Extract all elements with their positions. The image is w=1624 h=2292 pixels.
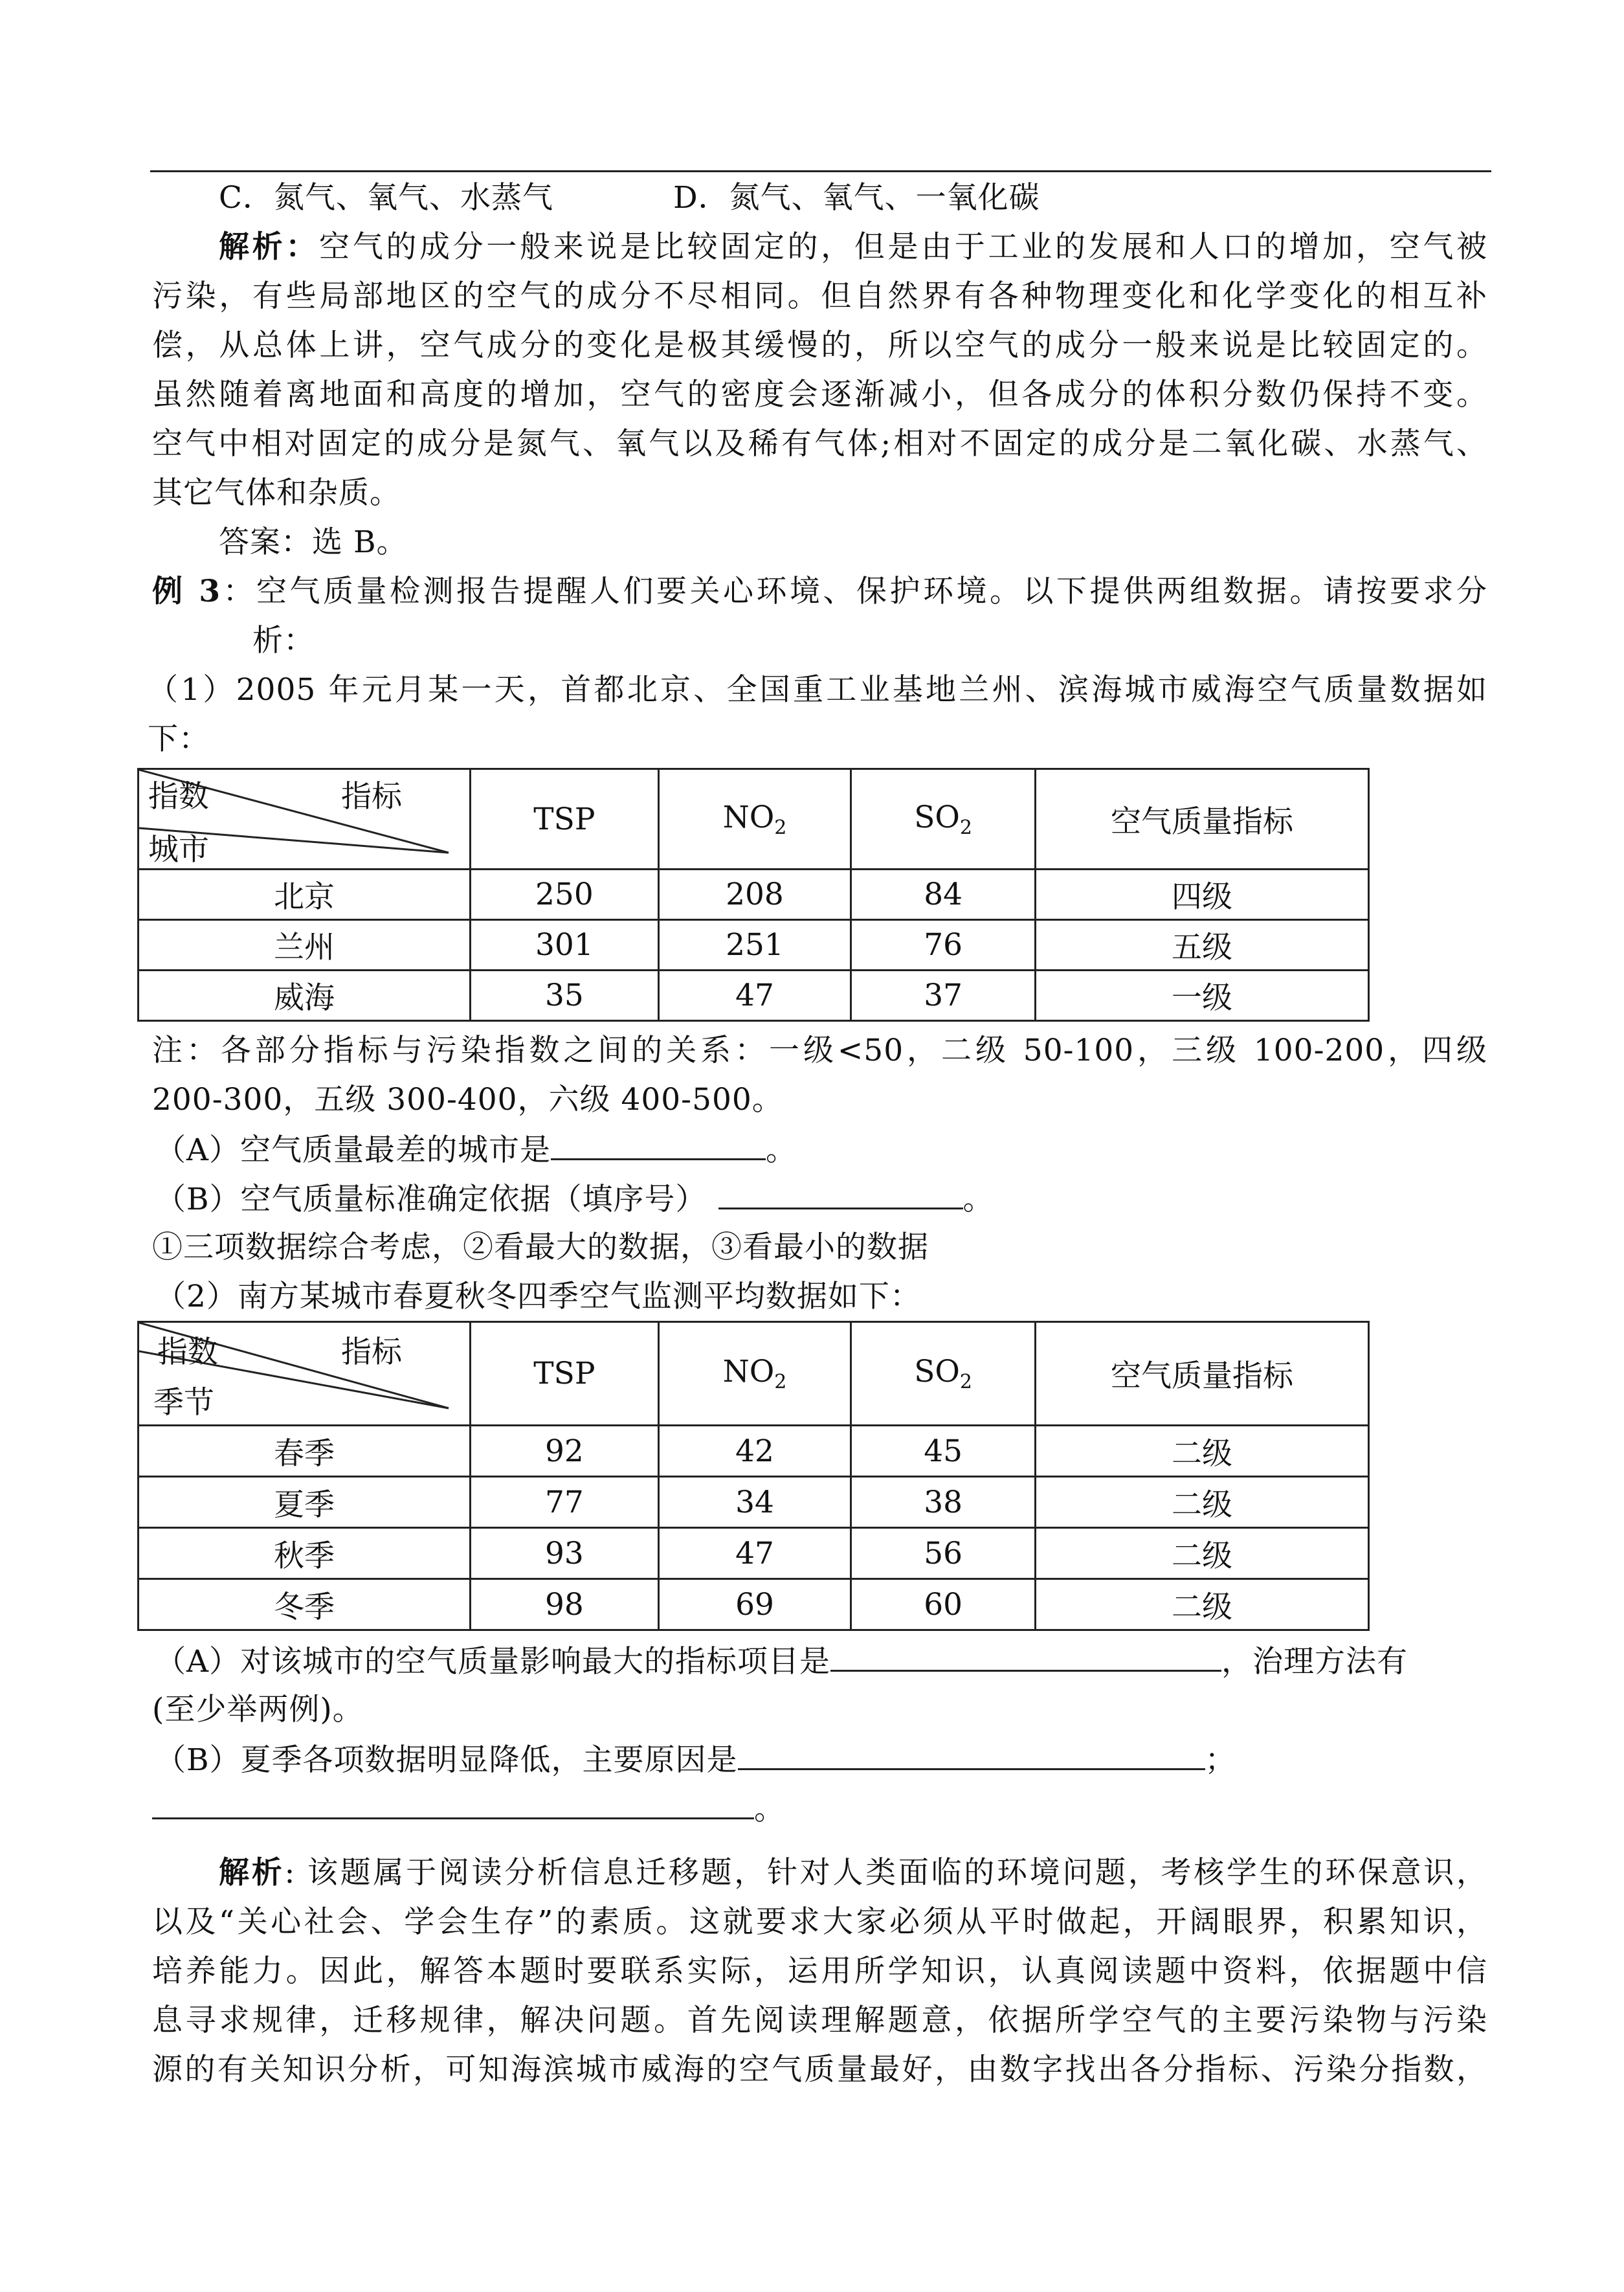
analysis1-line3: 偿，从总体上讲，空气成分的变化是极其缓慢的，所以空气的成分一般来说是比较固定的。 [152, 328, 1487, 363]
table2-cell: 42 [658, 1426, 851, 1477]
table2-cell: 56 [851, 1528, 1036, 1579]
table2-cell: 92 [471, 1426, 659, 1477]
table2-header-no2: $NO_2$ [658, 1322, 851, 1426]
table-row [139, 1477, 1369, 1528]
table2-cell: 47 [658, 1528, 851, 1579]
table2 [137, 1321, 1370, 1631]
analysis1-line5: 空气中相对固定的成分是氮气、氧气以及稀有气体;相对不固定的成分是二氧化碳、水蒸气、 [152, 426, 1487, 462]
table1-cell: 84 [851, 870, 1036, 920]
table2-cell: 98 [471, 1579, 659, 1630]
analysis1-line1: 解析：空气的成分一般来说是比较固定的，但是由于工业的发展和人口的增加，空气被 [219, 229, 1487, 265]
table2-cell: 二级 [1035, 1579, 1368, 1630]
analysis2-line1: 解析: 该题属于阅读分析信息迁移题，针对人类面临的环境问题，考核学生的环保意识， [219, 1855, 1487, 1891]
note-line2: 200-300，五级 300-400，六级 400-500。 [152, 1082, 783, 1118]
table1-cell: 47 [658, 971, 851, 1021]
table1-header-no2: $NO_2$ [658, 769, 851, 870]
table2-cell: 38 [851, 1477, 1036, 1528]
answer-blank [718, 1179, 963, 1209]
table2-cell: 34 [658, 1477, 851, 1528]
question2-b: （B）夏季各项数据明显降低，主要原因是 ； [155, 1740, 1236, 1780]
table2-corner-top: 指标 [341, 1334, 402, 1370]
table1-cell: 兰州 [139, 920, 471, 971]
header-rule [150, 170, 1491, 172]
table2-cell: 冬季 [139, 1579, 471, 1630]
question2-a: （A）对该城市的空气质量影响最大的指标项目是 ，治理方法有 [155, 1641, 1408, 1681]
table2-cell: 春季 [139, 1426, 471, 1477]
table2-cell: 69 [658, 1579, 851, 1630]
table2-corner-cell [139, 1322, 471, 1426]
table2-cell: 二级 [1035, 1426, 1368, 1477]
part1-intro-line2: 下： [148, 721, 210, 757]
table1-corner-cell [139, 769, 471, 870]
analysis2-line2: 以及“关心社会、学会生存”的素质。这就要求大家必须从平时做起，开阔眼界，积累知识， [152, 1904, 1487, 1940]
table1-cell: 五级 [1035, 920, 1368, 971]
table1-corner-left-top: 指数 [148, 779, 209, 815]
table2-cell: 77 [471, 1477, 659, 1528]
table-row [139, 971, 1369, 1021]
answer-blank [152, 1789, 754, 1819]
analysis1-line4: 虽然随着离地面和高度的增加，空气的密度会逐渐减小，但各成分的体积分数仍保持不变。 [152, 377, 1487, 412]
table1 [137, 768, 1370, 1022]
table2-header-so2: $SO_2$ [851, 1322, 1036, 1426]
analysis1-answer: 答案：选 B。 [219, 524, 408, 560]
question1-b: （B）空气质量标准确定依据（填序号） 。 [155, 1179, 994, 1219]
note-line1: 注：各部分指标与污染指数之间的关系：一级<50，二级 50-100，三级 100-200，四级 [152, 1033, 1487, 1068]
table-row [139, 1579, 1369, 1630]
table2-header-tsp: TSP [471, 1322, 659, 1426]
table2-cell: 秋季 [139, 1528, 471, 1579]
example3-line2: 析： [252, 623, 315, 658]
table1-corner-bottom: 城市 [148, 832, 209, 868]
table2-cell: 二级 [1035, 1528, 1368, 1579]
table1-cell: 250 [471, 870, 659, 920]
table2-cell: 60 [851, 1579, 1036, 1630]
question2-a-line2: (至少举两例)。 [152, 1692, 364, 1727]
example3-line1: 例 3：空气质量检测报告提醒人们要关心环境、保护环境。以下提供两组数据。请按要求分 [152, 574, 1487, 609]
analysis2-label: 解析 [219, 1855, 285, 1891]
part1-intro-line1: （1）2005 年元月某一天，首都北京、全国重工业基地兰州、滨海城市威海空气质量数据如 [148, 672, 1487, 708]
table2-corner-bottom: 季节 [153, 1385, 214, 1421]
answer-blank [830, 1641, 1221, 1672]
table2-corner-left-top: 指数 [157, 1334, 218, 1370]
table1-cell: 威海 [139, 971, 471, 1021]
part2-intro: （2）南方某城市春夏秋冬四季空气监测平均数据如下： [155, 1279, 921, 1314]
analysis1-label: 解析： [219, 229, 320, 265]
table2-cell: 二级 [1035, 1477, 1368, 1528]
table1-header-tsp: TSP [471, 769, 659, 870]
table1-cell: 一级 [1035, 971, 1368, 1021]
table-row [139, 920, 1369, 971]
example3-label: 例 3 [152, 574, 221, 609]
table2-cell: 93 [471, 1528, 659, 1579]
answer-blank [738, 1740, 1205, 1770]
answer-blank [551, 1130, 766, 1160]
table1-cell: 四级 [1035, 870, 1368, 920]
table1-header-so2: $SO_2$ [851, 769, 1036, 870]
table1-header-quality: 空气质量指标 [1035, 769, 1368, 870]
table1-cell: 35 [471, 971, 659, 1021]
table2-header-row [139, 1322, 1369, 1426]
analysis2-line4: 息寻求规律，迁移规律，解决问题。首先阅读理解题意，依据所学空气的主要污染物与污染 [152, 2003, 1487, 2038]
table2-cell: 45 [851, 1426, 1036, 1477]
option-d: D．氮气、氧气、一氧化碳 [673, 180, 1040, 216]
table-row [139, 1528, 1369, 1579]
analysis2-line5: 源的有关知识分析，可知海滨城市威海的空气质量最好，由数字找出各分指标、污染分指数， [152, 2052, 1487, 2087]
table1-cell: 301 [471, 920, 659, 971]
table1-cell: 北京 [139, 870, 471, 920]
table1-header-row [139, 769, 1369, 870]
analysis2-line3: 培养能力。因此，解答本题时要联系实际，运用所学知识，认真阅读题中资料，依据题中信 [152, 1953, 1487, 1989]
table-row [139, 1426, 1369, 1477]
table-row [139, 870, 1369, 920]
table1-cell: 251 [658, 920, 851, 971]
table2-header-quality: 空气质量指标 [1035, 1322, 1368, 1426]
option-c: C．氮气、氧气、水蒸气 [219, 180, 553, 216]
table1-cell: 208 [658, 870, 851, 920]
table1-cell: 76 [851, 920, 1036, 971]
question2-b-line2: 。 [152, 1789, 785, 1829]
question1-choices: ①三项数据综合考虑，②看最大的数据，③看最小的数据 [152, 1230, 929, 1265]
question1-a: （A）空气质量最差的城市是 。 [155, 1130, 797, 1170]
table2-cell: 夏季 [139, 1477, 471, 1528]
table1-cell: 37 [851, 971, 1036, 1021]
analysis1-line2: 污染，有些局部地区的空气的成分不尽相同。但自然界有各种物理变化和化学变化的相互补 [152, 278, 1487, 314]
analysis1-line6: 其它气体和杂质。 [152, 475, 401, 511]
table1-corner-top: 指标 [341, 779, 402, 815]
